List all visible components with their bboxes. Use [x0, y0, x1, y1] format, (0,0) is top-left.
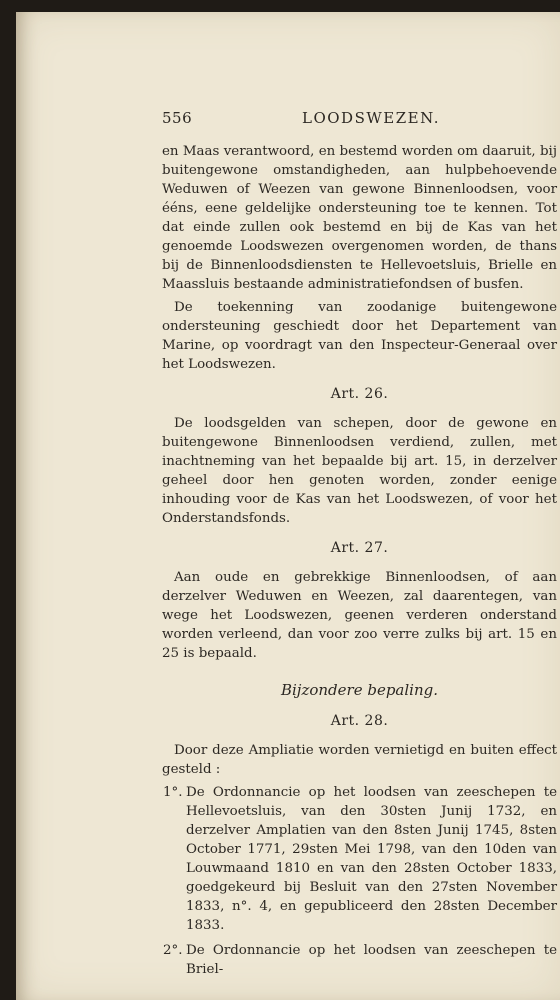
running-title: LOODSWEZEN. — [302, 109, 441, 127]
article-text-26: De loodsgelden van schepen, door de gewone en buitengewone Binnenloodsen verdiend, zullen, met inachtneming van het bepaalde bij art. 15, in derzelver geheel door hen genoten worden, zonder eenige inhouding voor de Kas van het Loodswezen, of voor het Onderstandsfonds. — [162, 416, 557, 526]
section-title: Bijzondere bepaling. — [280, 681, 438, 699]
list-item-number: 2°. — [163, 943, 183, 958]
list-item-text: De Ordonnancie op het loodsen van zeeschepen te Hellevoetsluis, van den 30sten Junij 1732, en derzelver Amplatien van den 8sten Junij 1745, 8sten October 1771, 29sten Mei 1798, van den 10den van Louwmaand 1810 en van den 28sten October 1833, goedgekeurd bij Besluit van den 27sten November 1833, n°. 4, en gepubliceerd den 28sten December 1833. — [186, 785, 557, 933]
page-header — [162, 109, 557, 128]
article-text-27: Aan oude en gebrekkige Binnenloodsen, of aan derzelver Weduwen en Weezen, zal daarentegen, van wege het Loodswezen, geenen verderen onderstand worden verleend, dan voor zoo verre zulks bij art. 15 en 25 is bepaald. — [162, 570, 557, 661]
paragraph-toekenning: De toekenning van zoodanige buitengewone ondersteuning geschiedt door het Departement van Marine, op voordragt van den Inspecteur-Generaal over het Loodswezen. — [162, 300, 557, 372]
page-number: 556 — [162, 109, 193, 127]
list-item — [162, 941, 557, 979]
list-item-text: De Ordonnancie op het loodsen van zeeschepen te Briel- — [186, 943, 557, 977]
article-intro-28: Door deze Ampliatie worden vernietigd en buiten effect gesteld : — [162, 743, 557, 777]
book-page — [16, 12, 560, 1000]
article-heading-27: Art. 27. — [330, 540, 389, 556]
page-text — [162, 109, 557, 985]
list-item — [162, 783, 557, 935]
article-heading-26: Art. 26. — [330, 386, 389, 402]
paragraph-continuation: en Maas verantwoord, en bestemd worden om daaruit, bij buitengewone omstandigheden, aan hulpbehoevende Weduwen of Weezen van gewone Binnenloodsen, voor ééns, eene geldelijke ondersteuning toe te kennen. Tot dat einde zullen ook bestemd en bij de Kas van het genoemde Loodswezen overgenomen worden, de thans bij de Binnenloodsdiensten te Hellevoetsluis, Brielle en Maassluis bestaande administratiefondsen of busfen. — [162, 144, 557, 292]
list-item-number: 1°. — [163, 785, 183, 800]
article-heading-28: Art. 28. — [330, 713, 389, 729]
